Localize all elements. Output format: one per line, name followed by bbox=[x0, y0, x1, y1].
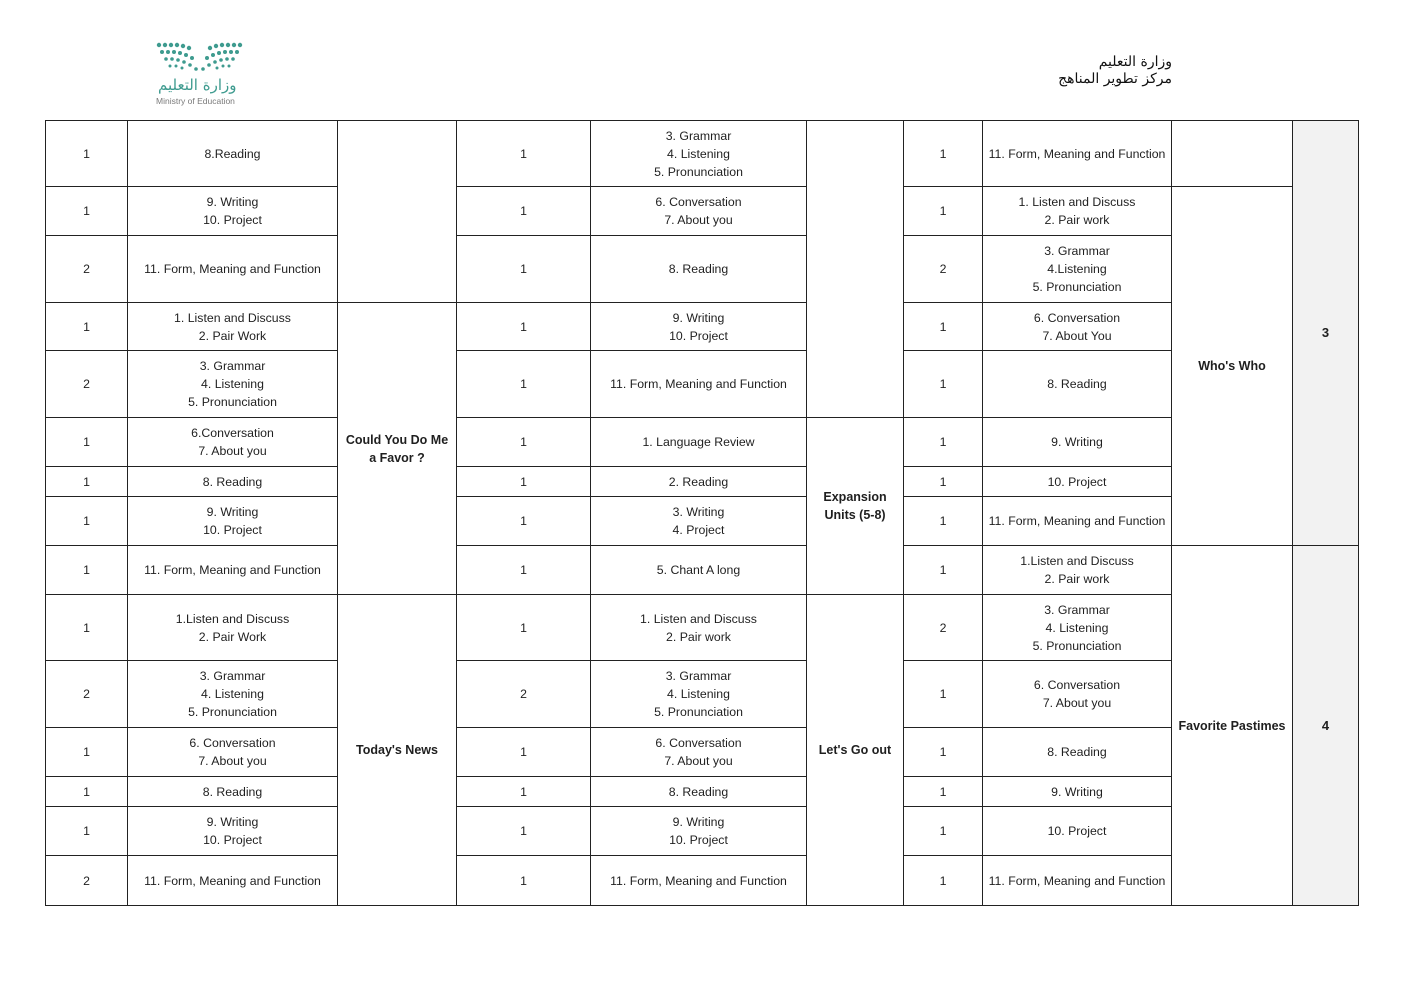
lessons-count: 1 bbox=[904, 418, 983, 467]
lessons-count: 1 bbox=[457, 187, 591, 236]
lessons-count: 1 bbox=[904, 546, 983, 595]
lessons-count: 1 bbox=[46, 467, 128, 497]
lesson-topics: 11. Form, Meaning and Function bbox=[983, 856, 1172, 906]
lesson-topics: 11. Form, Meaning and Function bbox=[983, 497, 1172, 546]
lessons-count: 2 bbox=[457, 661, 591, 728]
curriculum-center-name: مركز تطوير المناهج bbox=[1058, 71, 1172, 87]
table-row bbox=[46, 856, 1359, 906]
lessons-count: 1 bbox=[904, 303, 983, 351]
lesson-topics: 6. Conversation 7. About you bbox=[591, 728, 807, 777]
lesson-topics: 11. Form, Meaning and Function bbox=[128, 236, 338, 303]
table-row bbox=[46, 303, 1359, 351]
lesson-topics: 3. Grammar 4. Listening 5. Pronunciation bbox=[128, 351, 338, 418]
lessons-count: 1 bbox=[457, 777, 591, 807]
lessons-count: 1 bbox=[904, 187, 983, 236]
lesson-topics: 3. Writing 4. Project bbox=[591, 497, 807, 546]
lesson-topics: 6. Conversation 7. About you bbox=[128, 728, 338, 777]
unit-title: Expansion Units (5-8) bbox=[807, 418, 904, 595]
table-row bbox=[46, 418, 1359, 467]
header-title bbox=[1000, 54, 1172, 88]
ministry-logo bbox=[150, 38, 250, 110]
table-row bbox=[46, 546, 1359, 595]
table-row bbox=[46, 121, 1359, 187]
lessons-count: 1 bbox=[46, 303, 128, 351]
lessons-count: 1 bbox=[457, 856, 591, 906]
lesson-topics: 6. Conversation 7. About You bbox=[983, 303, 1172, 351]
table-row bbox=[46, 351, 1359, 418]
lessons-count: 1 bbox=[904, 777, 983, 807]
lessons-count: 1 bbox=[457, 467, 591, 497]
lessons-count: 2 bbox=[904, 236, 983, 303]
lessons-count: 1 bbox=[46, 497, 128, 546]
unit-cell-empty bbox=[338, 121, 457, 303]
week-number: 4 bbox=[1293, 546, 1359, 906]
lessons-count: 1 bbox=[46, 777, 128, 807]
lessons-count: 1 bbox=[46, 546, 128, 595]
table-row bbox=[46, 777, 1359, 807]
logo-arabic-text: وزارة التعليم bbox=[158, 76, 237, 94]
lesson-topics: 9. Writing bbox=[983, 418, 1172, 467]
lesson-topics: 8.Reading bbox=[128, 121, 338, 187]
lessons-count: 1 bbox=[904, 807, 983, 856]
lesson-topics: 11. Form, Meaning and Function bbox=[591, 351, 807, 418]
unit-title: Favorite Pastimes bbox=[1172, 546, 1293, 906]
lesson-topics: 9. Writing 10. Project bbox=[591, 303, 807, 351]
lessons-count: 1 bbox=[457, 236, 591, 303]
table-row bbox=[46, 497, 1359, 546]
lessons-count: 1 bbox=[457, 595, 591, 661]
lessons-count: 1 bbox=[46, 187, 128, 236]
lessons-count: 2 bbox=[46, 856, 128, 906]
lessons-count: 1 bbox=[904, 351, 983, 418]
lessons-count: 1 bbox=[46, 728, 128, 777]
lesson-topics: 10. Project bbox=[983, 807, 1172, 856]
lessons-count: 2 bbox=[904, 595, 983, 661]
lessons-count: 1 bbox=[457, 418, 591, 467]
lessons-count: 1 bbox=[904, 467, 983, 497]
lessons-count: 2 bbox=[46, 351, 128, 418]
lessons-count: 1 bbox=[904, 121, 983, 187]
lesson-topics: 5. Chant A long bbox=[591, 546, 807, 595]
table-row bbox=[46, 467, 1359, 497]
lesson-topics: 9. Writing 10. Project bbox=[591, 807, 807, 856]
unit-cell-empty bbox=[807, 121, 904, 418]
lesson-topics: 11. Form, Meaning and Function bbox=[983, 121, 1172, 187]
lessons-count: 1 bbox=[457, 497, 591, 546]
lesson-topics: 1. Language Review bbox=[591, 418, 807, 467]
lesson-topics: 8. Reading bbox=[983, 728, 1172, 777]
table-row bbox=[46, 661, 1359, 728]
lessons-count: 1 bbox=[457, 121, 591, 187]
lessons-count: 1 bbox=[46, 418, 128, 467]
lessons-count: 1 bbox=[457, 351, 591, 418]
lesson-topics: 8. Reading bbox=[128, 467, 338, 497]
lesson-topics: 6. Conversation 7. About you bbox=[983, 661, 1172, 728]
lesson-topics: 11. Form, Meaning and Function bbox=[591, 856, 807, 906]
lessons-count: 2 bbox=[46, 661, 128, 728]
ministry-name: وزارة التعليم bbox=[1098, 54, 1172, 70]
lessons-count: 1 bbox=[904, 856, 983, 906]
lesson-topics: 10. Project bbox=[983, 467, 1172, 497]
lessons-count: 1 bbox=[457, 303, 591, 351]
lesson-topics: 1.Listen and Discuss 2. Pair work bbox=[983, 546, 1172, 595]
lessons-count: 1 bbox=[904, 661, 983, 728]
lessons-count: 1 bbox=[904, 728, 983, 777]
lessons-count: 1 bbox=[46, 595, 128, 661]
unit-title: Today's News bbox=[338, 595, 457, 906]
lesson-plan-table bbox=[45, 120, 1359, 906]
lesson-topics: 2. Reading bbox=[591, 467, 807, 497]
lesson-topics: 3. Grammar 4. Listening 5. Pronunciation bbox=[591, 121, 807, 187]
table-row bbox=[46, 595, 1359, 661]
lesson-topics: 9. Writing 10. Project bbox=[128, 807, 338, 856]
unit-title: Let's Go out bbox=[807, 595, 904, 906]
lessons-count: 1 bbox=[46, 807, 128, 856]
unit-title: Could You Do Me a Favor ? bbox=[338, 303, 457, 595]
logo-english-text: Ministry of Education bbox=[156, 96, 235, 106]
lesson-topics: 8. Reading bbox=[591, 236, 807, 303]
lesson-topics: 1. Listen and Discuss 2. Pair work bbox=[983, 187, 1172, 236]
table-row bbox=[46, 187, 1359, 236]
lesson-topics: 8. Reading bbox=[591, 777, 807, 807]
lesson-topics: 1.Listen and Discuss 2. Pair Work bbox=[128, 595, 338, 661]
lesson-topics: 9. Writing 10. Project bbox=[128, 497, 338, 546]
table-row bbox=[46, 236, 1359, 303]
lesson-topics: 9. Writing bbox=[983, 777, 1172, 807]
lesson-topics: 3. Grammar 4.Listening 5. Pronunciation bbox=[983, 236, 1172, 303]
lesson-topics: 8. Reading bbox=[128, 777, 338, 807]
table-row bbox=[46, 728, 1359, 777]
table-row bbox=[46, 807, 1359, 856]
lesson-topics: 3. Grammar 4. Listening 5. Pronunciation bbox=[591, 661, 807, 728]
lesson-topics: 1. Listen and Discuss 2. Pair work bbox=[591, 595, 807, 661]
lesson-topics: 9. Writing 10. Project bbox=[128, 187, 338, 236]
lesson-topics: 1. Listen and Discuss 2. Pair Work bbox=[128, 303, 338, 351]
lessons-count: 1 bbox=[457, 807, 591, 856]
unit-cell-empty bbox=[1172, 121, 1293, 187]
lessons-count: 2 bbox=[46, 236, 128, 303]
logo-dots-icon bbox=[156, 42, 246, 74]
week-number: 3 bbox=[1293, 121, 1359, 546]
lesson-topics: 6.Conversation 7. About you bbox=[128, 418, 338, 467]
lessons-count: 1 bbox=[457, 728, 591, 777]
lesson-topics: 11. Form, Meaning and Function bbox=[128, 546, 338, 595]
unit-title: Who's Who bbox=[1172, 187, 1293, 546]
lesson-topics: 11. Form, Meaning and Function bbox=[128, 856, 338, 906]
lessons-count: 1 bbox=[904, 497, 983, 546]
lesson-topics: 3. Grammar 4. Listening 5. Pronunciation bbox=[128, 661, 338, 728]
lessons-count: 1 bbox=[46, 121, 128, 187]
lesson-topics: 3. Grammar 4. Listening 5. Pronunciation bbox=[983, 595, 1172, 661]
lesson-topics: 6. Conversation 7. About you bbox=[591, 187, 807, 236]
lesson-topics: 8. Reading bbox=[983, 351, 1172, 418]
lessons-count: 1 bbox=[457, 546, 591, 595]
